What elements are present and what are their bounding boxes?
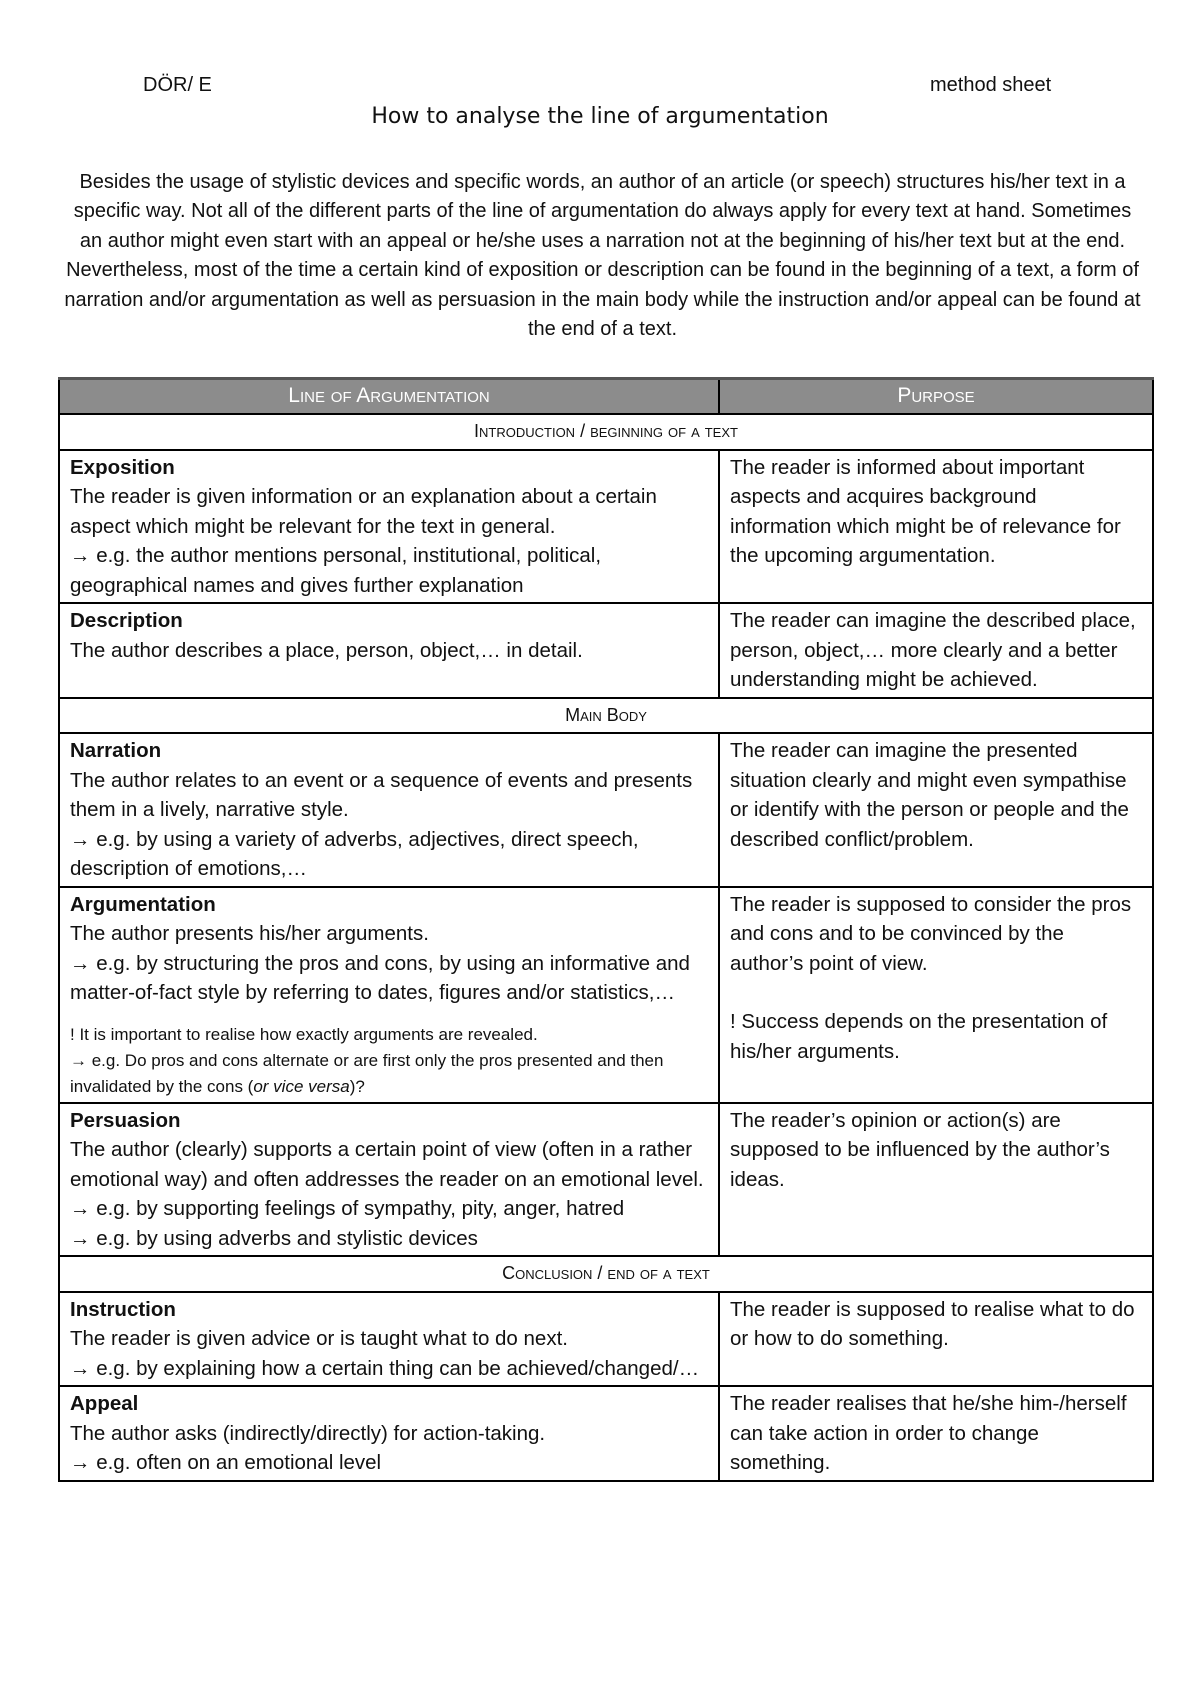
desc-narration: The author relates to an event or a sequence of events and presents them in a lively, narrative style. xyxy=(70,768,693,821)
table-row-persuasion xyxy=(59,1103,1153,1257)
note-argumentation xyxy=(70,1022,708,1100)
argumentation-table xyxy=(58,377,1154,1482)
section-row-main-body xyxy=(59,698,1153,734)
table-row-appeal xyxy=(59,1386,1153,1481)
section-label-introduction: Introduction / beginning of a text xyxy=(59,414,1153,450)
section-label-conclusion: Conclusion / end of a text xyxy=(59,1256,1153,1292)
column-header-line-of-argumentation: Line of Argumentation xyxy=(59,379,719,415)
cell-argumentation xyxy=(59,887,719,1103)
cell-exposition xyxy=(59,450,719,604)
table-row-instruction xyxy=(59,1292,1153,1387)
term-persuasion: Persuasion xyxy=(70,1108,181,1132)
term-instruction: Instruction xyxy=(70,1297,176,1321)
example-instruction: → e.g. by explaining how a certain thing can be achieved/changed/… xyxy=(70,1356,700,1380)
purpose-note-argumentation: ! Success depends on the presentation of his/her arguments. xyxy=(730,1010,1108,1063)
note-argumentation-line1: ! It is important to realise how exactly arguments are revealed. xyxy=(70,1024,538,1044)
table-row-argumentation xyxy=(59,887,1153,1103)
term-description: Description xyxy=(70,609,183,632)
purpose-narration: The reader can imagine the presented situation clearly and might even sympathise or identify with the person or people and the described conflict/problem. xyxy=(719,733,1153,887)
purpose-persuasion: The reader’s opinion or action(s) are supposed to be influenced by the author’s ideas. xyxy=(719,1103,1153,1257)
cell-narration xyxy=(59,733,719,887)
purpose-spacer xyxy=(730,978,1142,1007)
example-argumentation: → e.g. by structuring the pros and cons, by using an informative and matter-of-fact style by referring to dates, figures and/or statistics,… xyxy=(70,951,690,1004)
cell-instruction xyxy=(59,1292,719,1387)
cell-appeal xyxy=(59,1386,719,1481)
intro-paragraph: Besides the usage of stylistic devices and specific words, an author of an article (or speech) structures his/her text in a specific way. Not all of the different parts of the line of argumentation do always apply for every text at hand. Sometimes an author might even start with an appeal or he/she uses a narration not at the beginning of his/her text but at the end. Nevertheless, most of the time a certain kind of exposition or description can be found in the beginning of a text, a form of narration and/or argumentation as well as persuasion in the main body while the instruction and/or appeal can be found at the end of a text. xyxy=(64,171,1141,341)
purpose-instruction: The reader is supposed to realise what to do or how to do something. xyxy=(719,1292,1153,1387)
term-argumentation: Argumentation xyxy=(70,892,216,916)
section-label-main-body: Main Body xyxy=(59,698,1153,734)
note-argumentation-line2: → e.g. Do pros and cons alternate or are first only the pros presented and then invalidated by the cons ( xyxy=(70,1050,664,1096)
desc-instruction: The reader is given advice or is taught what to do next. xyxy=(70,1327,568,1350)
example-persuasion-1: → e.g. by supporting feelings of sympathy, pity, anger, hatred xyxy=(70,1197,625,1220)
table-row-narration xyxy=(59,733,1153,887)
example-appeal: → e.g. often on an emotional level xyxy=(70,1451,382,1474)
desc-appeal: The author asks (indirectly/directly) for action-taking. xyxy=(70,1421,546,1445)
note-argumentation-end: )? xyxy=(349,1076,365,1096)
note-argumentation-italic: or vice versa xyxy=(253,1076,350,1096)
cell-persuasion xyxy=(59,1103,719,1257)
purpose-exposition: The reader is informed about important aspects and acquires background information which might be of relevance for the upcoming argumentation. xyxy=(719,450,1153,604)
example-narration: → e.g. by using a variety of adverbs, adjectives, direct speech, description of emotions,… xyxy=(70,827,639,880)
section-row-introduction xyxy=(59,414,1153,450)
desc-exposition: The reader is given information or an explanation about a certain aspect which might be relevant for the text in general. xyxy=(70,485,657,538)
page-title: How to analyse the line of argumentation xyxy=(371,104,829,129)
cell-purpose-argumentation xyxy=(719,887,1153,1103)
table-row-exposition xyxy=(59,450,1153,604)
term-exposition: Exposition xyxy=(70,455,175,479)
example-exposition: → e.g. the author mentions personal, institutional, political, geographical names and gives further explanation xyxy=(70,544,602,597)
desc-persuasion: The author (clearly) supports a certain point of view (often in a rather emotional way) and often addresses the reader on an emotional level. xyxy=(70,1138,704,1191)
desc-argumentation: The author presents his/her arguments. xyxy=(70,922,429,945)
example-persuasion-2: → e.g. by using adverbs and stylistic devices xyxy=(70,1226,478,1250)
purpose-description: The reader can imagine the described place, person, object,… more clearly and a better understanding might be achieved. xyxy=(719,603,1153,698)
purpose-argumentation: The reader is supposed to consider the pros and cons and to be convinced by the author’s point of view. xyxy=(730,892,1132,975)
desc-description: The author describes a place, person, object,… in detail. xyxy=(70,638,583,662)
cell-description xyxy=(59,603,719,698)
table-row-description xyxy=(59,603,1153,698)
header-sheet-type: method sheet xyxy=(930,74,1052,96)
header-course-code: DÖR/ E xyxy=(143,74,212,96)
section-row-conclusion xyxy=(59,1256,1153,1292)
purpose-appeal: The reader realises that he/she him-/herself can take action in order to change something. xyxy=(719,1386,1153,1481)
table-header-row xyxy=(59,379,1153,415)
term-narration: Narration xyxy=(70,739,162,762)
term-appeal: Appeal xyxy=(70,1392,139,1415)
column-header-purpose: Purpose xyxy=(719,379,1153,415)
